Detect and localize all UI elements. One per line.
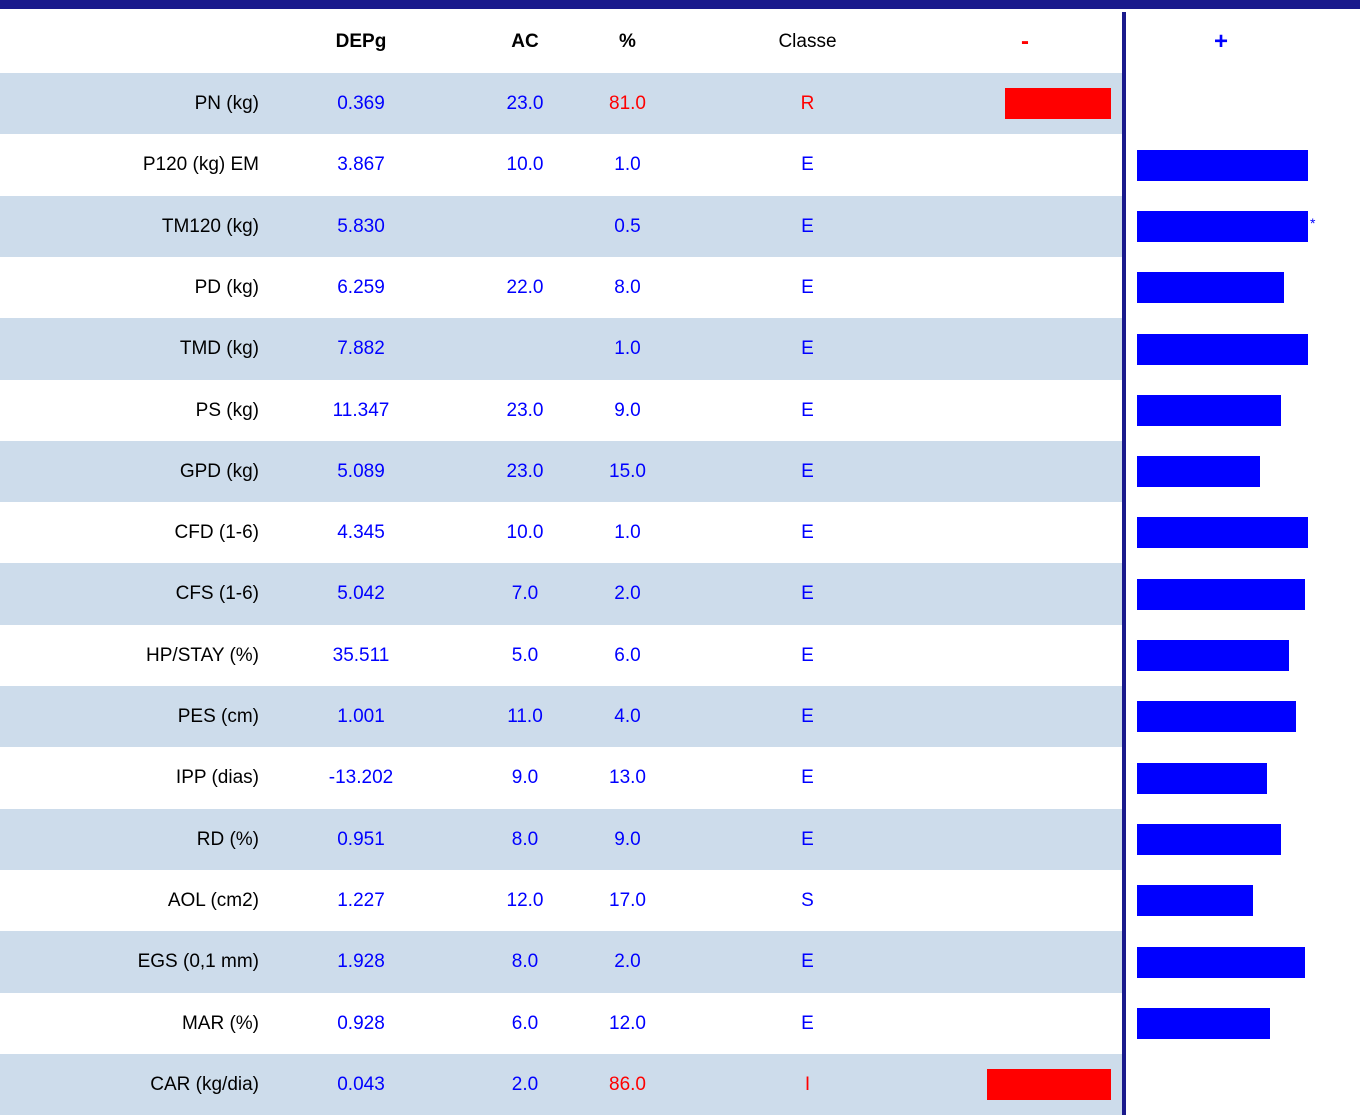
class-value: R bbox=[800, 92, 815, 114]
ac-value: 23.0 bbox=[506, 399, 544, 421]
positive-bar bbox=[1137, 272, 1284, 303]
trait-name: CAR (kg/dia) bbox=[150, 1073, 259, 1095]
trait-name: CFD (1-6) bbox=[174, 521, 259, 543]
ac-value: 23.0 bbox=[506, 460, 544, 482]
class-value: E bbox=[801, 644, 814, 666]
header-percent: % bbox=[619, 31, 636, 52]
trait-name: PD (kg) bbox=[194, 276, 259, 298]
trait-name: IPP (dias) bbox=[175, 767, 259, 788]
trait-name: EGS (0,1 mm) bbox=[137, 951, 259, 972]
trait-name: PS (kg) bbox=[195, 399, 259, 421]
table-row bbox=[0, 809, 1360, 870]
trait-name: TMD (kg) bbox=[179, 338, 259, 359]
header-ac: AC bbox=[511, 31, 539, 52]
class-value: E bbox=[801, 583, 814, 604]
percent-value: 12.0 bbox=[609, 1012, 646, 1034]
percent-value: 1.0 bbox=[614, 338, 641, 359]
table-row bbox=[0, 870, 1360, 931]
table-row bbox=[0, 931, 1360, 993]
header-minus: - bbox=[1021, 28, 1029, 55]
class-value: E bbox=[801, 951, 814, 972]
percent-value: 86.0 bbox=[609, 1073, 646, 1095]
depg-value: 0.369 bbox=[337, 92, 385, 114]
class-value: E bbox=[801, 767, 814, 788]
trait-name: AOL (cm2) bbox=[167, 889, 259, 911]
positive-bar bbox=[1137, 947, 1305, 978]
class-value: E bbox=[801, 521, 814, 543]
class-value: I bbox=[804, 1073, 811, 1095]
ac-value: 6.0 bbox=[511, 1012, 539, 1034]
class-value: E bbox=[801, 828, 814, 850]
table-row bbox=[0, 380, 1360, 441]
depg-value: 7.882 bbox=[337, 338, 385, 359]
table-row bbox=[0, 318, 1360, 380]
trait-name: TM120 (kg) bbox=[161, 215, 259, 237]
percent-value: 2.0 bbox=[614, 951, 641, 972]
depg-value: 1.001 bbox=[337, 705, 385, 727]
table-row bbox=[0, 993, 1360, 1054]
percent-value: 2.0 bbox=[614, 583, 641, 604]
depg-value: 0.951 bbox=[337, 828, 385, 850]
ac-value: 8.0 bbox=[511, 828, 539, 850]
depg-value: 0.043 bbox=[337, 1073, 385, 1095]
class-value: S bbox=[801, 889, 814, 911]
asterisk-marker: * bbox=[1310, 215, 1316, 231]
depg-value: 5.830 bbox=[337, 215, 385, 237]
percent-value: 17.0 bbox=[609, 889, 646, 911]
class-value: E bbox=[801, 276, 814, 298]
ac-value bbox=[480, 196, 570, 257]
percent-value: 9.0 bbox=[614, 399, 641, 421]
positive-bar bbox=[1137, 150, 1308, 181]
ac-value: 10.0 bbox=[506, 521, 544, 543]
class-value: E bbox=[801, 399, 814, 421]
trait-name: HP/STAY (%) bbox=[146, 644, 259, 666]
positive-bar bbox=[1137, 334, 1308, 365]
ac-value bbox=[480, 318, 570, 380]
positive-bar bbox=[1137, 763, 1267, 794]
center-divider bbox=[1122, 12, 1126, 1115]
percent-value: 6.0 bbox=[614, 644, 641, 666]
percent-value: 15.0 bbox=[609, 460, 646, 482]
positive-bar bbox=[1137, 211, 1308, 242]
trait-name: CFS (1-6) bbox=[175, 583, 259, 604]
ac-value: 23.0 bbox=[506, 92, 544, 114]
percent-value: 81.0 bbox=[609, 92, 646, 114]
depg-value: 5.042 bbox=[337, 583, 385, 604]
positive-bar bbox=[1137, 1008, 1270, 1039]
table-row bbox=[0, 1054, 1360, 1115]
positive-bar bbox=[1137, 824, 1281, 855]
depg-value: 4.345 bbox=[337, 521, 385, 543]
table-row bbox=[0, 196, 1360, 257]
class-value: E bbox=[801, 1012, 814, 1034]
trait-name: MAR (%) bbox=[181, 1012, 259, 1034]
ac-value: 9.0 bbox=[511, 767, 539, 788]
percent-value: 4.0 bbox=[614, 705, 641, 727]
table-row bbox=[0, 73, 1360, 134]
percent-value: 1.0 bbox=[614, 521, 641, 543]
depg-value: 5.089 bbox=[337, 460, 385, 482]
percent-value: 1.0 bbox=[614, 154, 641, 175]
positive-bar bbox=[1137, 885, 1253, 916]
header-plus: + bbox=[1213, 28, 1228, 55]
class-value: E bbox=[801, 338, 814, 359]
class-value: E bbox=[801, 460, 814, 482]
negative-bar bbox=[987, 1069, 1111, 1100]
depg-value: 11.347 bbox=[332, 399, 390, 421]
percent-value: 9.0 bbox=[614, 828, 641, 850]
ac-value: 8.0 bbox=[511, 951, 539, 972]
depg-value: 35.511 bbox=[332, 644, 390, 666]
positive-bar bbox=[1137, 395, 1281, 426]
positive-bar bbox=[1137, 640, 1289, 671]
positive-bar bbox=[1137, 579, 1305, 610]
positive-bar bbox=[1137, 701, 1296, 732]
table-row bbox=[0, 441, 1360, 502]
ac-value: 5.0 bbox=[511, 644, 539, 666]
header-classe: Classe bbox=[778, 31, 837, 52]
ac-value: 7.0 bbox=[511, 583, 539, 604]
table-row bbox=[0, 134, 1360, 196]
class-value: E bbox=[801, 154, 814, 175]
positive-bar bbox=[1137, 456, 1260, 487]
positive-bar bbox=[1137, 517, 1308, 548]
ac-value: 12.0 bbox=[506, 889, 544, 911]
table-row bbox=[0, 257, 1360, 318]
ac-value: 2.0 bbox=[511, 1073, 539, 1095]
table-row bbox=[0, 502, 1360, 563]
percent-value: 13.0 bbox=[609, 767, 646, 788]
ac-value: 10.0 bbox=[506, 154, 544, 175]
table-row bbox=[0, 563, 1360, 625]
header-depg: DEPg bbox=[335, 31, 387, 52]
ac-value: 22.0 bbox=[506, 276, 544, 298]
trait-name: PES (cm) bbox=[177, 705, 259, 727]
trait-name: P120 (kg) EM bbox=[142, 154, 259, 175]
percent-value: 0.5 bbox=[614, 215, 641, 237]
class-value: E bbox=[801, 705, 814, 727]
table-row bbox=[0, 686, 1360, 747]
depg-value: 0.928 bbox=[337, 1012, 385, 1034]
depg-value: 3.867 bbox=[337, 154, 385, 175]
trait-name: PN (kg) bbox=[194, 92, 259, 114]
depg-value: 1.227 bbox=[337, 889, 385, 911]
negative-bar bbox=[1005, 88, 1111, 119]
ac-value: 11.0 bbox=[507, 705, 543, 727]
table-row bbox=[0, 747, 1360, 809]
depg-value: 1.928 bbox=[337, 951, 385, 972]
depg-value: 6.259 bbox=[337, 276, 385, 298]
depg-value: -13.202 bbox=[328, 767, 394, 788]
class-value: E bbox=[801, 215, 814, 237]
trait-name: RD (%) bbox=[196, 828, 259, 850]
percent-value: 8.0 bbox=[614, 276, 641, 298]
trait-name: GPD (kg) bbox=[179, 460, 259, 482]
table-row bbox=[0, 625, 1360, 686]
